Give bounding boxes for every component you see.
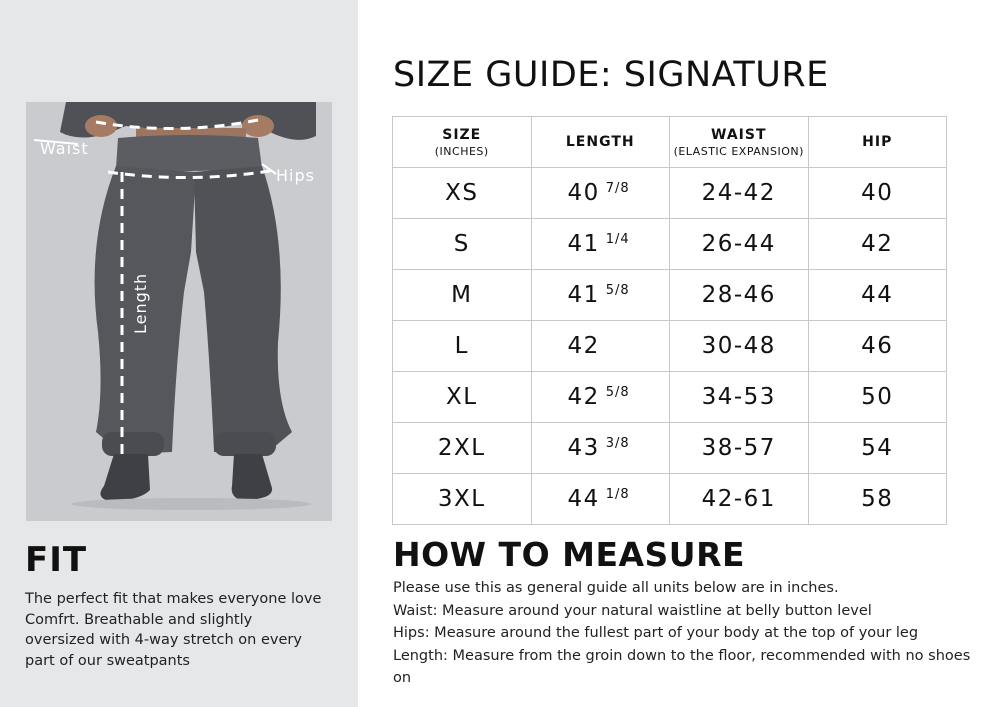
length-fraction: 5/8: [605, 283, 630, 298]
header-label: SIZE: [442, 126, 482, 143]
waist-cell: 34-53: [670, 372, 809, 423]
table-row: [393, 372, 947, 423]
table-row: [393, 321, 947, 372]
header-sublabel: (INCHES): [434, 144, 489, 158]
measure-line-hips: Hips: Measure around the fullest part of your body at the top of your leg: [393, 625, 919, 641]
waist-cell: 42-61: [670, 474, 809, 525]
fit-description: The perfect fit that makes everyone love Comfrt. Breathable and slightly oversized with 4-way stretch on every part of our sweatpants: [25, 591, 322, 669]
hip-cell: 42: [808, 219, 947, 270]
table-row: [393, 219, 947, 270]
size-cell: M: [393, 270, 532, 321]
how-to-measure-text: [393, 577, 973, 690]
length-cell: [531, 474, 670, 525]
length-cell: [531, 372, 670, 423]
header-size: [393, 117, 532, 168]
header-sublabel: (ELASTIC EXPANSION): [673, 144, 804, 158]
size-cell: 3XL: [393, 474, 532, 525]
hips-label: Hips: [276, 166, 315, 185]
measure-line-waist: Waist: Measure around your natural waistline at belly button level: [393, 602, 872, 619]
length-cell: [531, 219, 670, 270]
left-panel: [0, 0, 358, 707]
sweatpants-illustration: [26, 102, 332, 521]
header-label: WAIST: [711, 126, 767, 143]
length-whole: 42: [567, 384, 600, 410]
length-fraction: 3/8: [605, 436, 630, 451]
right-hand: [242, 115, 274, 137]
length-fraction: 1/8: [605, 487, 630, 502]
header-label: HIP: [862, 134, 893, 150]
length-cell: [531, 423, 670, 474]
length-fraction: 5/8: [605, 385, 630, 400]
waist-cell: 24-42: [670, 168, 809, 219]
header-hip: [808, 117, 947, 168]
hip-cell: 54: [808, 423, 947, 474]
length-whole: 43: [567, 435, 600, 461]
size-cell: XS: [393, 168, 532, 219]
length-label: Length: [131, 272, 150, 334]
length-whole: 42: [567, 333, 600, 359]
table-row: [393, 168, 947, 219]
waistband: [116, 135, 262, 171]
length-cell: [531, 168, 670, 219]
length-whole: 41: [567, 282, 600, 308]
size-cell: XL: [393, 372, 532, 423]
fit-heading: FIT: [25, 540, 88, 580]
header-length: [531, 117, 670, 168]
hip-cell: 46: [808, 321, 947, 372]
size-cell: S: [393, 219, 532, 270]
table-row: [393, 474, 947, 525]
product-photo: [26, 102, 332, 521]
hip-cell: 40: [808, 168, 947, 219]
waist-cell: 28-46: [670, 270, 809, 321]
table-row: [393, 270, 947, 321]
table-header-row: [393, 117, 947, 168]
waist-cell: 38-57: [670, 423, 809, 474]
size-table: [392, 116, 947, 525]
length-cell: [531, 270, 670, 321]
length-fraction: 7/8: [605, 181, 630, 196]
length-fraction: 1/4: [605, 232, 630, 247]
waist-cell: 30-48: [670, 321, 809, 372]
size-cell: L: [393, 321, 532, 372]
waist-label: Waist: [40, 139, 89, 158]
length-whole: 40: [567, 180, 600, 206]
size-guide-title: SIZE GUIDE: SIGNATURE: [393, 55, 829, 95]
size-cell: 2XL: [393, 423, 532, 474]
floor-shadow: [71, 498, 311, 510]
how-to-measure-heading: HOW TO MEASURE: [393, 535, 746, 574]
waist-cell: 26-44: [670, 219, 809, 270]
right-cuff: [214, 432, 276, 456]
left-cuff: [102, 432, 164, 456]
length-whole: 44: [567, 486, 600, 512]
hip-cell: 44: [808, 270, 947, 321]
header-waist: [670, 117, 809, 168]
length-whole: 41: [567, 231, 600, 257]
length-cell: [531, 321, 670, 372]
hip-cell: 58: [808, 474, 947, 525]
measure-line-general: Please use this as general guide all units below are in inches.: [393, 580, 839, 596]
measure-line-length: Length: Measure from the groin down to the floor, recommended with no shoes on: [393, 647, 971, 686]
left-hand: [85, 115, 117, 137]
header-label: LENGTH: [565, 134, 635, 150]
hip-cell: 50: [808, 372, 947, 423]
table-row: [393, 423, 947, 474]
